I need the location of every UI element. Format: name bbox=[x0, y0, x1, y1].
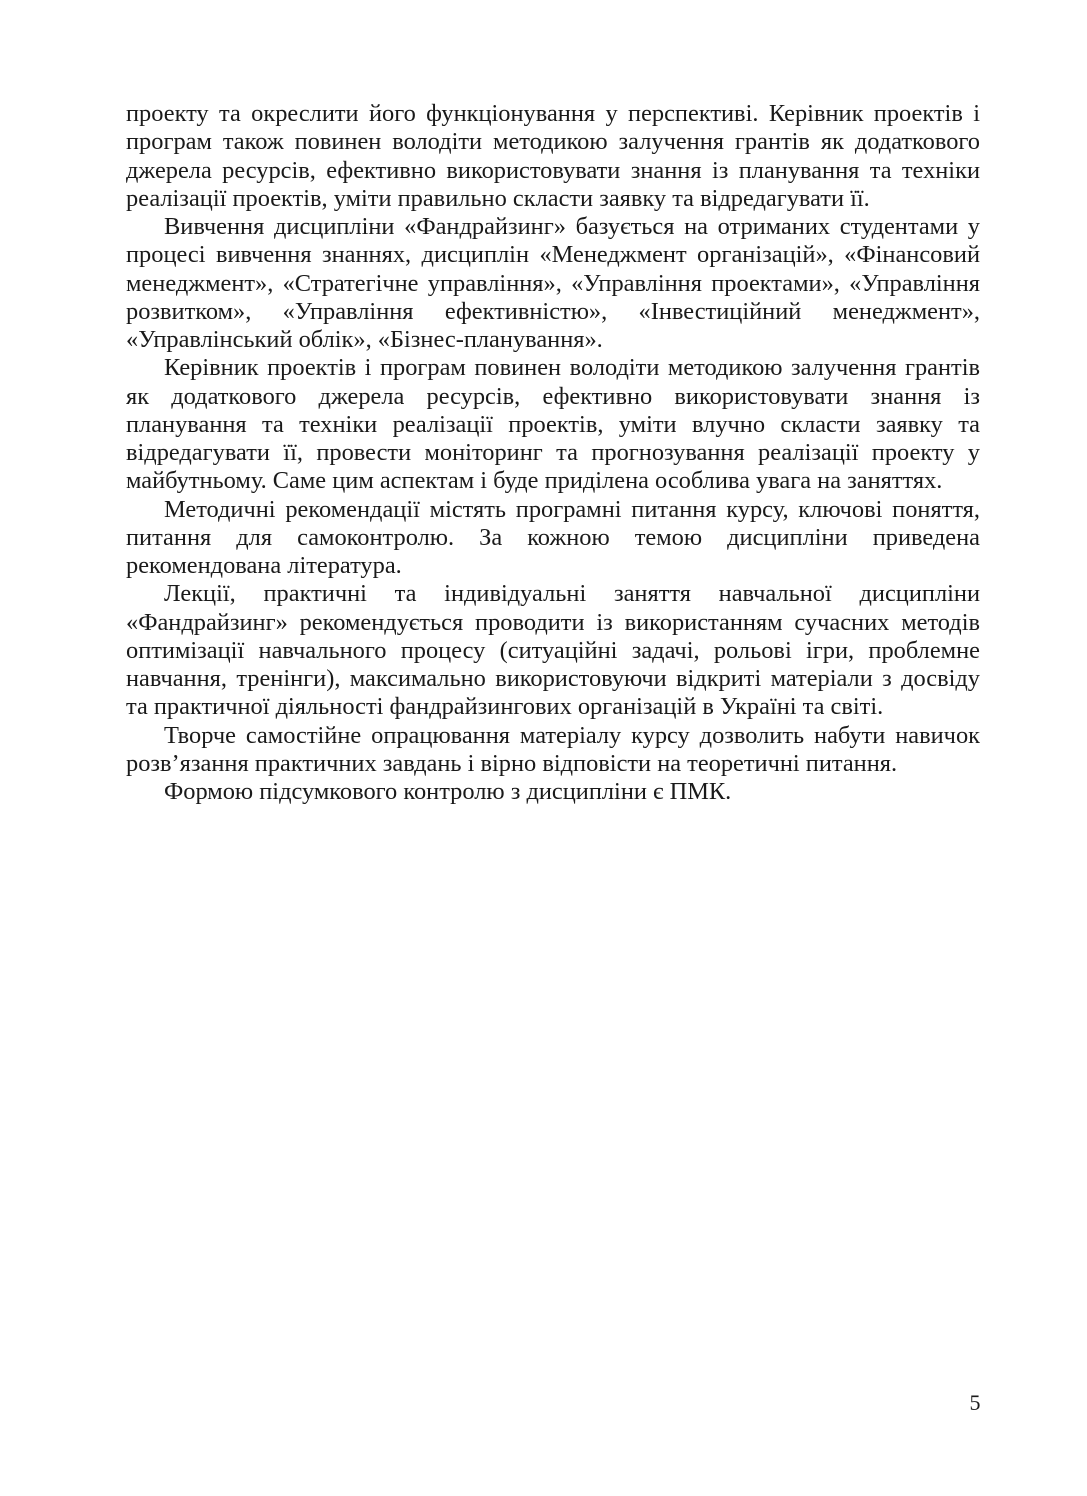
body-text bbox=[126, 100, 980, 806]
paragraph-6: Творче самостійне опрацювання матеріалу курсу дозволить набути навичок розв’язання практичних завдань і вірно відповісти на теоретичні питання. bbox=[126, 721, 980, 777]
page-number: 5 bbox=[969, 1390, 981, 1415]
paragraph-4: Методичні рекомендації містять програмні питання курсу, ключові поняття, питання для самоконтролю. За кожною темою дисципліни приведена рекомендована література. bbox=[126, 495, 980, 579]
paragraph-3: Керівник проектів і програм повинен володіти методикою залучення грантів як додаткового джерела ресурсів, ефективно використовувати знання із планування та техніки реалізації проектів, уміти влучно скласти заявку та відредагувати її, провести моніторинг та прогнозування реалізації проекту у майбутньому. Саме цим аспектам і буде приділена особлива увага на заняттях. bbox=[126, 354, 980, 495]
paragraph-7: Формою підсумкового контролю з дисципліни є ПМК. bbox=[164, 778, 732, 805]
paragraph-5: Лекції, практичні та індивідуальні заняття навчальної дисципліни «Фандрайзинг» рекомендується проводити із використанням сучасних методів оптимізації навчального процесу (ситуаційні задачі, рольові ігри, проблемне навчання, тренінги), максимально використовуючи відкриті матеріали з досвіду та практичної діяльності фандрайзингових організацій в Україні та світі. bbox=[126, 580, 980, 721]
paragraph-1: проекту та окреслити його функціонування у перспективі. Керівник проектів і програм також повинен володіти методикою залучення грантів як додаткового джерела ресурсів, ефективно використовувати знання із планування та техніки реалізації проектів, уміти правильно скласти заявку та відредагувати її. bbox=[126, 100, 980, 212]
paragraph-2: Вивчення дисципліни «Фандрайзинг» базується на отриманих студентами у процесі вивчення знаннях, дисциплін «Менеджмент організацій», «Фінансовий менеджмент», «Стратегічне управління», «Управління проектами», «Управління розвитком», «Управління ефективністю», «Інвестиційний менеджмент», «Управлінський облік», «Бізнес-планування». bbox=[126, 213, 980, 353]
